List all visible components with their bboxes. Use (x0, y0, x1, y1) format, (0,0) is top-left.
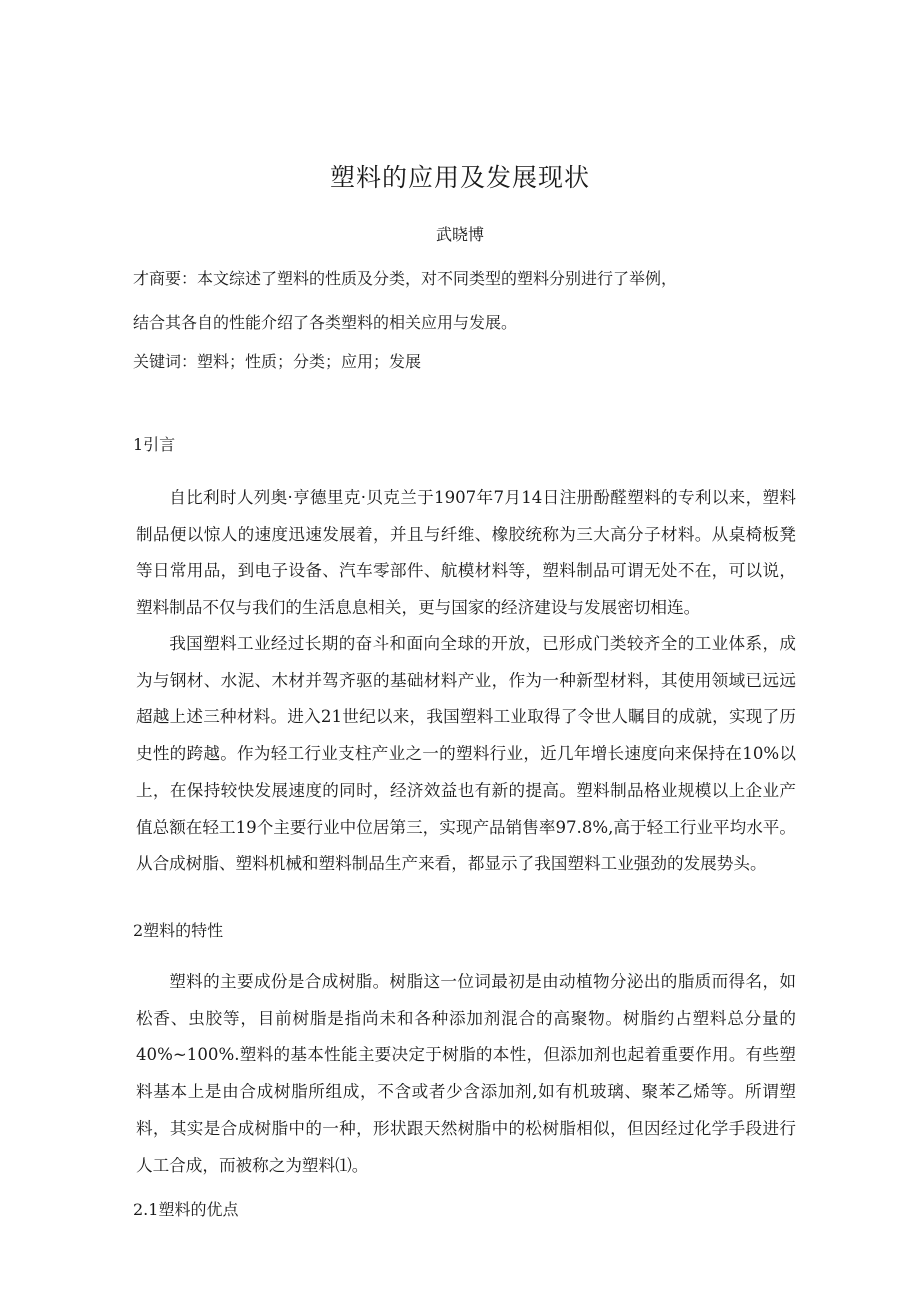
keywords: 关键词：塑料；性质；分类；应用；发展 (133, 352, 422, 371)
paper-title: 塑料的应用及发展现状 (329, 163, 590, 192)
author-name: 武晓博 (435, 225, 484, 244)
section-2-paragraph-1: 塑料的主要成份是合成树脂。树脂这一位词最初是由动植物分泌出的脂质而得名，如松香、虫胶等，目前树脂是指尚未和各种添加剂混合的高聚物。树脂约占塑料总分量的40%~100%.塑料的基本性能主要决定于树脂的本性，但添加剂也起着重要作用。有些塑料基本上是由合成树脂所组成，不含或者少含添加剂,如有机玻璃、聚苯乙烯等。所谓塑料，其实是合成树脂中的一种，形状跟天然树脂中的松树脂相似，但因经过化学手段进行人工合成，而被称之为塑料⑴。 (136, 972, 796, 1175)
section-1-paragraph-1: 自比利时人列奥·亨德里克·贝克兰于1907年7月14日注册酚醛塑料的专利以来，塑料制品便以惊人的速度迅速发展着，并且与纤维、橡胶统称为三大高分子材料。从桌椅板凳等日常用品，到电子设备、汽车零部件、航模材料等，塑料制品可谓无处不在，可以说，塑料制品不仅与我们的生活息息相关，更与国家的经济建设与发展密切相连。 (136, 488, 796, 618)
abstract-line-1: 才商要：本文综述了塑料的性质及分类，对不同类型的塑料分别进行了举例， (133, 269, 678, 288)
section-1-paragraph-2: 我国塑料工业经过长期的奋斗和面向全球的开放，已形成门类较齐全的工业体系，成为与钢材、水泥、木材并驾齐驱的基础材料产业，作为一种新型材料，其使用领域已远远超越上述三种材料。进入21世纪以来，我国塑料工业取得了令世人瞩目的成就，实现了历史性的跨越。作为轻工行业支柱产业之一的塑料行业，近几年增长速度向来保持在10%以上，在保持较快发展速度的同时，经济效益也有新的提高。塑料制品格业规模以上企业产值总额在轻工19个主要行业中位居第三，实现产品销售率97.8%,高于轻工行业平均水平。从合成树脂、塑料机械和塑料制品生产来看，都显示了我国塑料工业强劲的发展势头。 (136, 634, 796, 874)
section-2-1-heading: 2.1塑料的优点 (133, 1200, 239, 1219)
section-1-heading: 1引言 (133, 435, 176, 454)
section-2-heading: 2塑料的特性 (133, 921, 224, 940)
abstract-line-2: 结合其各自的性能介绍了各类塑料的相关应用与发展。 (133, 313, 518, 332)
